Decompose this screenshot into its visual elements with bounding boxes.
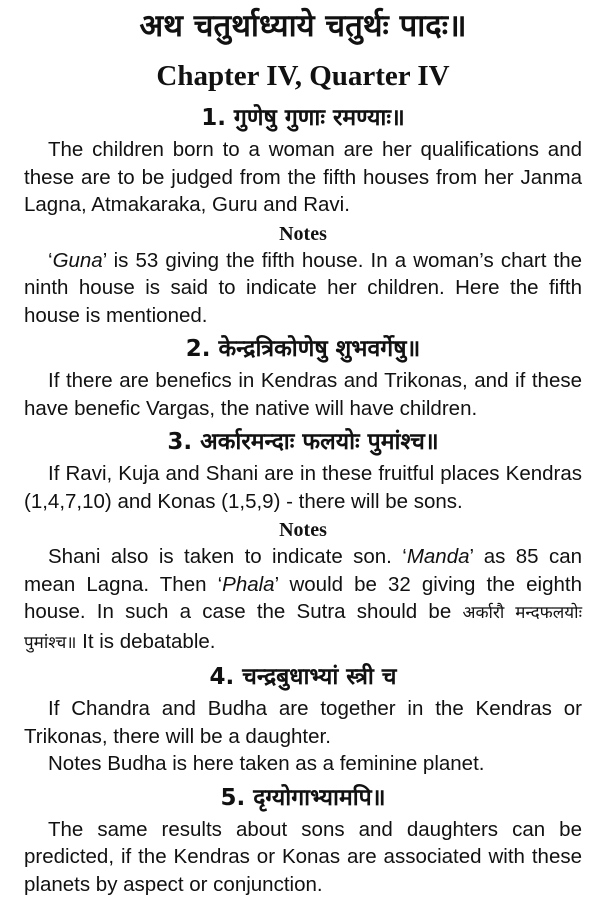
sutra-text-5: The same results about sons and daughters can be predicted, if the Kendras or Konas are associated with these planets by aspect or conjunction. xyxy=(24,817,582,896)
notes-part-2: as 85 can mean Lagna. Then xyxy=(24,545,583,596)
notes-term-guna: Guna xyxy=(52,248,103,272)
notes-term-manda: Manda xyxy=(406,545,470,568)
sutra-heading-3: 3. अर्कारमन्दाः फलयोः पुमांश्च॥ xyxy=(167,429,439,455)
notes-part-4: It is debatable. xyxy=(76,629,216,653)
notes-term-phala: Phala xyxy=(222,572,275,596)
sutra-heading-4: 4. चन्द्रबुधाभ्यां स्त्री च xyxy=(209,664,397,690)
notes-text-3: Shani also is taken to indicate son. ‘Manda’ as 85 can mean Lagna. Then ‘Phala’ would be 32 giving the eighth house. In such a case the Sutra should be अर्कारौ मन्दफलयोः पुमांश्च॥ It is debatable. xyxy=(24,545,583,653)
page-title: अथ चतुर्थाध्याये चतुर्थः पादः॥ xyxy=(139,8,467,44)
notes-part-1: Shani also is taken to indicate son. xyxy=(48,545,403,568)
notes-sanskrit-sutra: अर्कारौ मन्दफलयोः पुमांश्च॥ xyxy=(24,603,583,653)
sutra-text-2: If there are benefics in Kendras and Trikonas, and if these have benefic Vargas, the native will have children. xyxy=(24,369,582,420)
sutra-text-4: If Chandra and Budha are together in the Kendras or Trikonas, there will be a daughter. xyxy=(24,697,582,748)
notes-line-4: Notes Budha is here taken as a feminine planet. xyxy=(48,752,485,775)
sutra-heading-1: 1. गुणेषु गुणाः रमण्याः॥ xyxy=(201,105,405,131)
chapter-title: Chapter IV, Quarter IV xyxy=(156,60,450,92)
notes-body-1: is 53 giving the fifth house. In a woman’s chart the ninth house is said to indicate her children. Here the fifth house is mentioned. xyxy=(24,248,582,327)
sutra-text-3: If Ravi, Kuja and Shani are in these fruitful places Kendras (1,4,7,10) and Konas (1,5,9) - there will be sons. xyxy=(24,462,582,513)
sutra-text-1: The children born to a woman are her qualifications and these are to be judged from the fifth houses from her Janma Lagna, Atmakaraka, Guru and Ravi. xyxy=(24,138,582,216)
notes-heading-3: Notes xyxy=(279,519,327,541)
sutra-heading-2: 2. केन्द्रत्रिकोणेषु शुभवर्गेषु॥ xyxy=(185,336,421,362)
notes-text-1: ‘Guna’ is 53 giving the fifth house. In a woman’s chart the ninth house is said to indicate her children. Here the fifth house is mentioned. xyxy=(24,248,582,327)
notes-part-3: would be 32 giving the eighth house. In such a case the Sutra should be xyxy=(24,572,582,623)
notes-heading-1: Notes xyxy=(279,222,327,245)
sutra-heading-5: 5. दृग्योगाभ्यामपि॥ xyxy=(220,784,386,811)
